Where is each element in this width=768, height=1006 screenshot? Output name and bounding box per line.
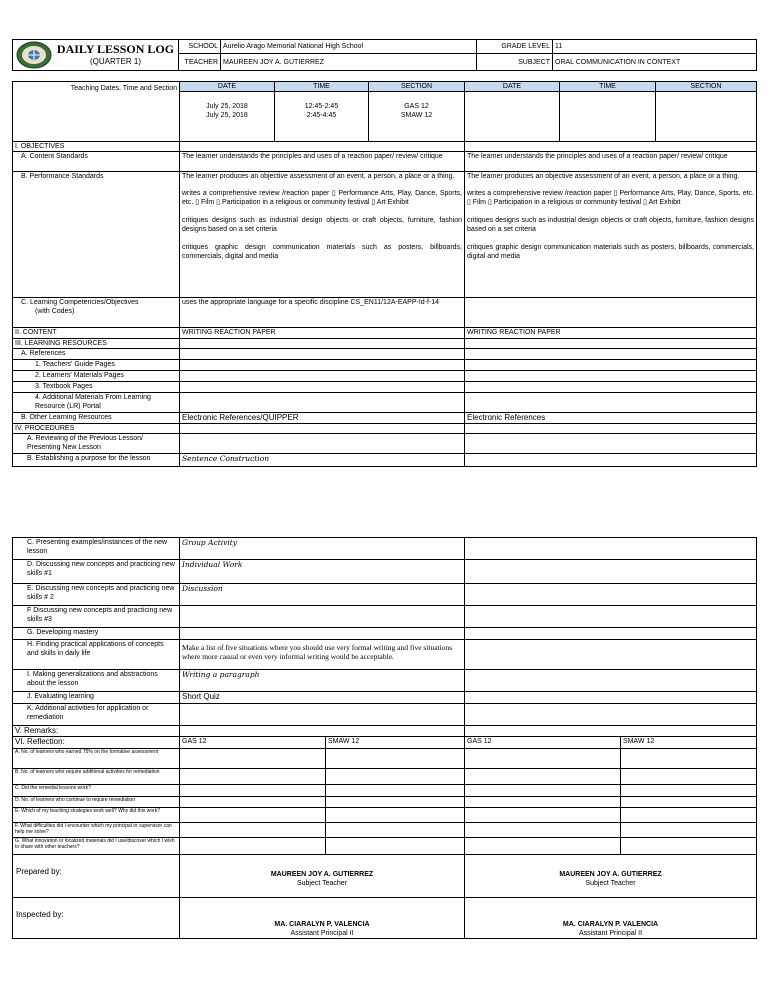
- reflection-section-3: GAS 12: [465, 737, 621, 749]
- refl-g-label: G. What innovation or localized materials did I use/discover which I wish to share with other teachers?: [13, 838, 180, 855]
- proc-d-label: D. Discussing new concepts and practicing new skills #1: [13, 560, 180, 584]
- subject-label: SUBJECT: [477, 54, 553, 71]
- reflection-section-1: GAS 12: [180, 737, 326, 749]
- performance-standards-label: B. Performance Standards: [13, 172, 180, 298]
- inspected-signature-right: MA. CIARALYN P. VALENCIA Assistant Principal II: [465, 898, 757, 939]
- other-resources-label: B. Other Learning Resources: [13, 413, 180, 424]
- school-label: SCHOOL: [179, 40, 221, 54]
- ref-textbook: 3. Textbook Pages: [13, 382, 180, 393]
- times-cell: [275, 92, 369, 142]
- other-resources: Electronic References/QUIPPER: [180, 413, 465, 424]
- ref-learners-materials: 2. Learners' Materials Pages: [13, 371, 180, 382]
- lesson-table-1: [12, 81, 757, 467]
- col-section: SECTION: [369, 82, 465, 92]
- inspected-by-label: Inspected by:: [13, 898, 180, 939]
- grade-value: 11: [553, 40, 757, 54]
- content-standards-label: A. Content Standards: [13, 152, 180, 172]
- proc-j-value: Short Quiz: [180, 692, 465, 704]
- school-value: Aurelio Arago Memorial National High School: [221, 40, 477, 54]
- header: [12, 39, 757, 71]
- other-resources-right: Electronic References: [465, 413, 757, 424]
- proc-e-value: Discussion: [180, 584, 465, 606]
- reflection-section-4: SMAW 12: [621, 737, 757, 749]
- proc-i-label: I. Making generalizations and abstractions about the lesson: [13, 670, 180, 692]
- proc-d-value: Individual Work: [180, 560, 465, 584]
- refl-d-label: D. No. of learners who continue to require remediation: [13, 797, 180, 808]
- time-1: 12:45-2:45: [304, 103, 339, 110]
- remarks-heading: V. Remarks:: [13, 726, 180, 737]
- section-2: SMAW 12: [400, 112, 433, 119]
- content-title-right: WRITING REACTION PAPER: [465, 328, 757, 339]
- ref-teachers-guide: 1. Teachers' Guide Pages: [13, 360, 180, 371]
- refl-c-label: C. Did the remedial lessons work?: [13, 785, 180, 797]
- proc-c-value: Group Activity: [180, 538, 465, 560]
- content-title: WRITING REACTION PAPER: [180, 328, 465, 339]
- competencies-label: C. Learning Competencies/Objectives (with Codes): [13, 298, 180, 328]
- col-section-2: SECTION: [656, 82, 757, 92]
- subject-value: ORAL COMMUNICATION IN CONTEXT: [553, 54, 757, 71]
- prepared-signature: MAUREEN JOY A. GUTIERREZ Subject Teacher: [180, 855, 465, 898]
- date-2: July 25, 2018: [206, 112, 248, 119]
- references-label: A. References: [13, 349, 180, 360]
- section-1: GAS 12: [404, 103, 429, 110]
- proc-e-label: E. Discussing new concepts and practicing new skills # 2: [13, 584, 180, 606]
- teacher-value: MAUREEN JOY A. GUTIERREZ: [221, 54, 477, 71]
- teacher-label: TEACHER: [179, 54, 221, 71]
- objectives-heading: I. OBJECTIVES: [13, 142, 180, 152]
- proc-b-value: Sentence Construction: [180, 454, 465, 467]
- deped-seal-icon: [15, 41, 53, 69]
- content-standard-right: The learner understands the principles and uses of a reaction paper/ review/ critique: [465, 152, 757, 172]
- refl-b-label: B. No. of learners who require additional activities for remediation: [13, 769, 180, 785]
- lesson-table-2: [12, 537, 757, 939]
- reflection-heading: VI. Reflection:: [13, 737, 180, 749]
- proc-b-label: B. Establishing a purpose for the lesson: [13, 454, 180, 467]
- performance-standard: The learner produces an objective assessment of an event, a person, a place or a thing. writes a comprehensive review /reaction paper ▯ Performance Arts, Play, Dance, Sports, etc. ▯ Film ▯ Participation in a religious or community festival ▯ Art Exhibit critiques designs such as industrial design objects or craft objects, furniture, fashion designs based on a set criteria critiques graphic design communication materials such as posters, billboards, commercials, digital and media: [180, 172, 465, 298]
- proc-k-label: K. Additional activities for application or remediation: [13, 704, 180, 726]
- page-title: DAILY LESSON LOG: [56, 42, 175, 56]
- prepared-signature-right: MAUREEN JOY A. GUTIERREZ Subject Teacher: [465, 855, 757, 898]
- refl-a-label: A. No. of learners who earned 75% on the formative assessment: [13, 749, 180, 769]
- content-heading: II. CONTENT: [13, 328, 180, 339]
- proc-h-label: H. Finding practical applications of concepts and skills in daily life: [13, 640, 180, 670]
- proc-i-value: Writing a paragraph: [180, 670, 465, 692]
- title-cell: [13, 40, 179, 71]
- proc-j-label: J. Evaluating learning: [13, 692, 180, 704]
- reflection-section-2: SMAW 12: [326, 737, 465, 749]
- quarter-label: (QUARTER 1): [90, 57, 141, 66]
- learning-resources-heading: III. LEARNING RESOURCES: [13, 339, 180, 349]
- schedule-label: Teaching Dates, Time and Section: [13, 82, 180, 142]
- refl-e-label: E. Which of my teaching strategies work well? Why did this work?: [13, 808, 180, 823]
- ref-lr-portal: 4. Additional Materials From Learning Resource (LR) Portal: [13, 393, 180, 413]
- header-table: [12, 39, 757, 71]
- competency: uses the appropriate language for a specific discipline CS_EN11/12A-EAPP-Id-f-14: [180, 298, 465, 328]
- col-date: DATE: [180, 82, 275, 92]
- col-date-2: DATE: [465, 82, 560, 92]
- performance-standard-right: The learner produces an objective assessment of an event, a person, a place or a thing. writes a comprehensive review /reaction paper ▯ Performance Arts, Play, Dance, Sports, etc. ▯ Film ▯ Participation in a religious or community festival ▯ Art Exhibit critiques designs such as industrial design objects or craft objects, furniture, fashion designs based on a set criteria critiques graphic design communication materials such as posters, billboards, commercials, digital and media: [465, 172, 757, 298]
- procedures-heading: IV. PROCEDURES: [13, 424, 180, 434]
- inspected-signature: MA. CIARALYN P. VALENCIA Assistant Principal II: [180, 898, 465, 939]
- sections-cell: [369, 92, 465, 142]
- proc-c-label: C. Presenting examples/instances of the new lesson: [13, 538, 180, 560]
- prepared-by-label: Prepared by:: [13, 855, 180, 898]
- time-2: 2:45-4:45: [306, 112, 337, 119]
- grade-label: GRADE LEVEL: [477, 40, 553, 54]
- col-time-2: TIME: [560, 82, 656, 92]
- proc-f-label: F Discussing new concepts and practicing new skills #3: [13, 606, 180, 628]
- proc-g-label: G. Developing mastery: [13, 628, 180, 640]
- proc-h-value: Make a list of five situations where you should use very formal writing and five situations where more casual or even very informal writing would be acceptable.: [180, 640, 465, 670]
- date-1: July 25, 2018: [206, 103, 248, 110]
- dates-cell: [180, 92, 275, 142]
- proc-a-label: A. Reviewing of the Previous Lesson/ Presenting New Lesson: [13, 434, 180, 454]
- refl-f-label: F. What difficulties did I encounter which my principal or supervisor can help me solve?: [13, 823, 180, 838]
- col-time: TIME: [275, 82, 369, 92]
- content-standard: The learner understands the principles and uses of a reaction paper/ review/ critique: [180, 152, 465, 172]
